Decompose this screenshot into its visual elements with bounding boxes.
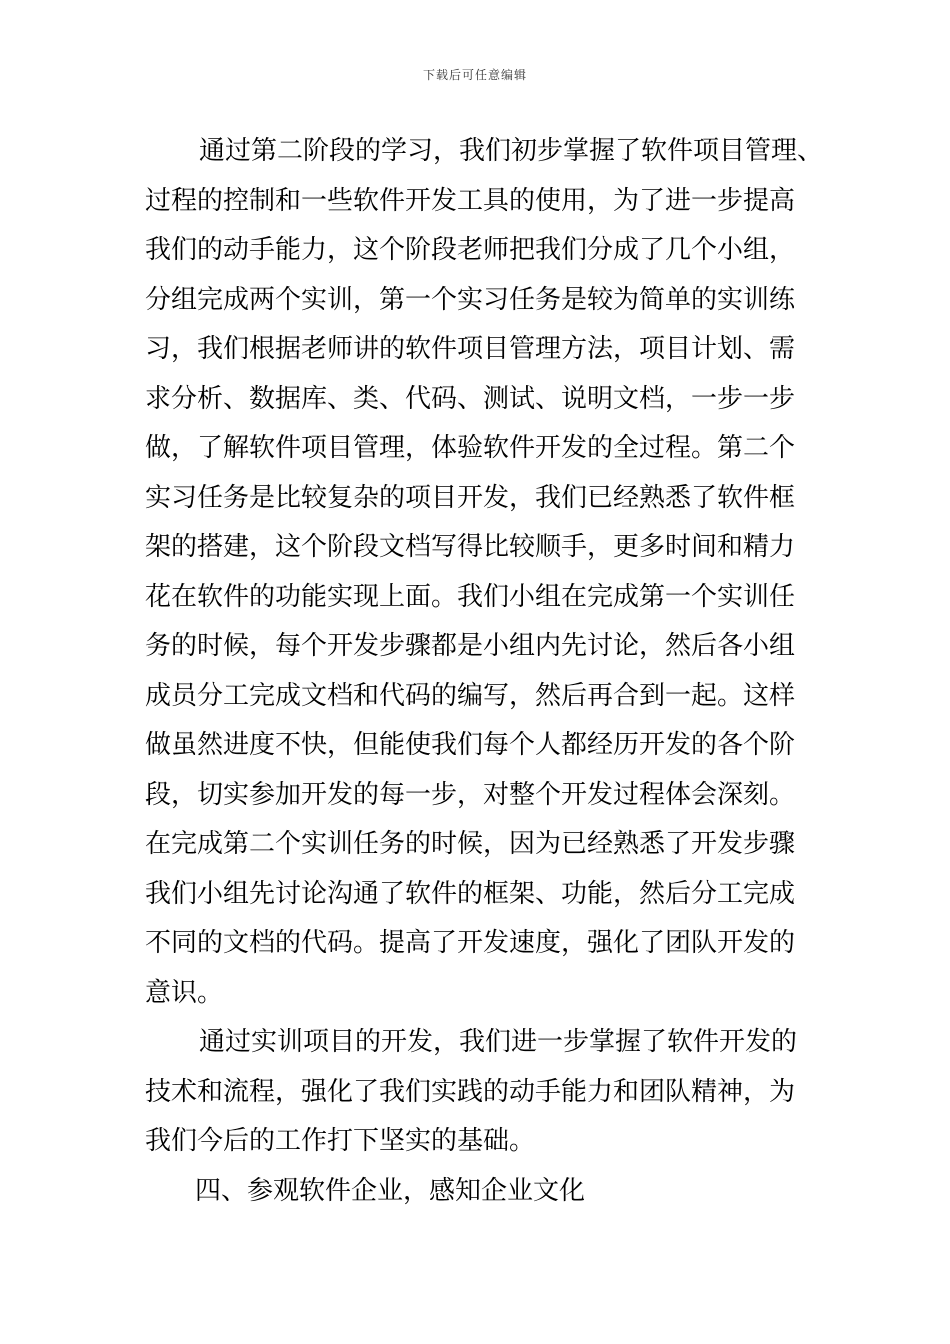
paragraph-line: 务的时候，每个开发步骤都是小组内先讨论，然后各小组 xyxy=(145,631,796,661)
paragraph-line: 我们小组先讨论沟通了软件的框架、功能，然后分工完成 xyxy=(145,878,796,909)
paragraph-line: 习，我们根据老师讲的软件项目管理方法，项目计划、需 xyxy=(145,334,796,364)
paragraph-line: 我们的动手能力，这个阶段老师把我们分成了几个小组， xyxy=(145,235,796,265)
paragraph-line: 做虽然进度不快，但能使我们每个人都经历开发的各个阶 xyxy=(145,730,796,760)
paragraph-line: 过程的控制和一些软件开发工具的使用，为了进一步提高 xyxy=(145,185,796,216)
paragraph-line: 通过实训项目的开发，我们进一步掌握了软件开发的 xyxy=(199,1027,798,1057)
paragraph-line: 架的搭建，这个阶段文档写得比较顺手，更多时间和精力 xyxy=(145,532,796,562)
paragraph-line: 技术和流程，强化了我们实践的动手能力和团队精神，为 xyxy=(145,1076,796,1107)
paragraph-line: 分组完成两个实训，第一个实习任务是较为简单的实训练 xyxy=(145,284,796,315)
section-heading: 四、参观软件企业，感知企业文化 xyxy=(195,1175,586,1206)
paragraph-line: 意识。 xyxy=(145,977,224,1008)
paragraph-line: 不同的文档的代码。提高了开发速度，强化了团队开发的 xyxy=(145,928,796,958)
paragraph-2 xyxy=(145,1018,825,1167)
paragraph-line: 实习任务是比较复杂的项目开发，我们已经熟悉了软件框 xyxy=(145,482,796,513)
paragraph-line: 我们今后的工作打下坚实的基础。 xyxy=(145,1126,536,1156)
paragraph-line: 成员分工完成文档和代码的编写，然后再合到一起。这样 xyxy=(145,680,796,711)
paragraph-line: 通过第二阶段的学习，我们初步掌握了软件项目管理、 xyxy=(199,136,824,166)
paragraph-line: 在完成第二个实训任务的时候，因为已经熟悉了开发步骤 xyxy=(145,829,796,859)
document-body xyxy=(145,127,825,1216)
paragraph-1 xyxy=(145,127,825,1018)
paragraph-line: 段，切实参加开发的每一步，对整个开发过程体会深刻。 xyxy=(145,779,796,810)
paragraph-line: 求分析、数据库、类、代码、测试、说明文档，一步一步 xyxy=(145,383,796,414)
paragraph-line: 花在软件的功能实现上面。我们小组在完成第一个实训任 xyxy=(145,581,796,612)
paragraph-line: 做，了解软件项目管理，体验软件开发的全过程。第二个 xyxy=(145,433,796,463)
page-header: 下载后可任意编辑 xyxy=(422,68,527,82)
